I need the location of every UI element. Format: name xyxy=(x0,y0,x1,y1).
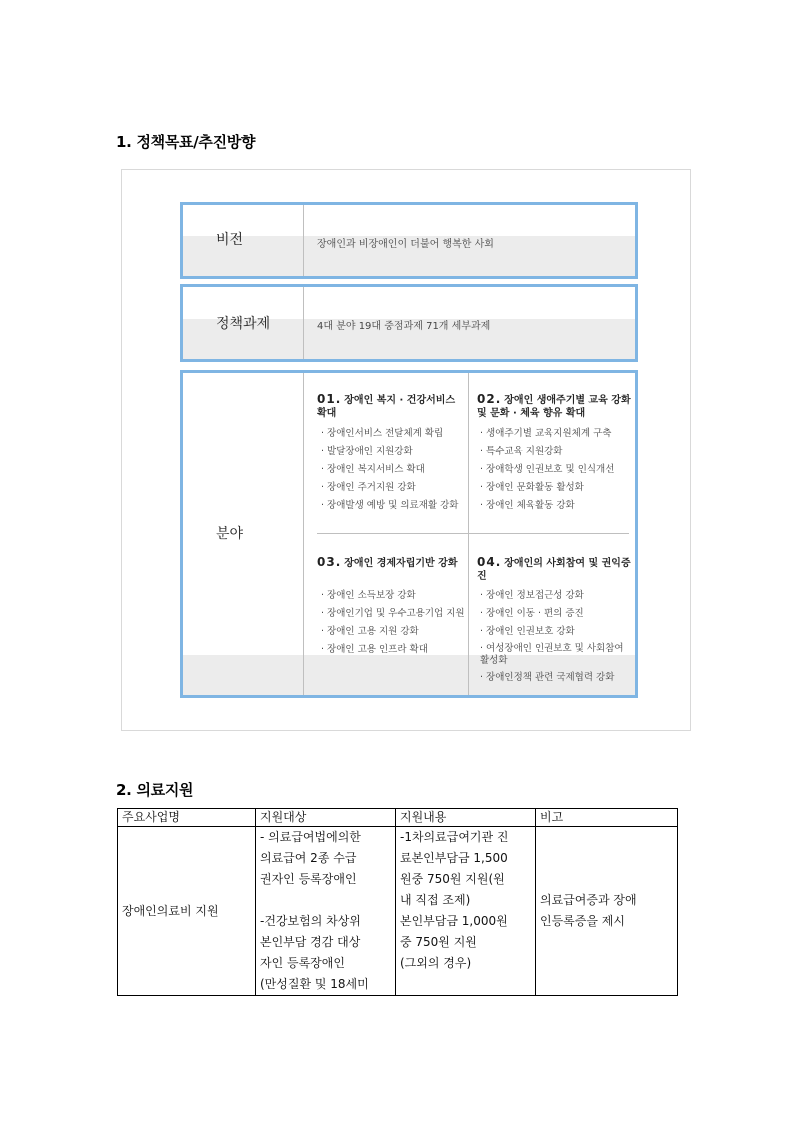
list-item: · 발달장애인 지원강화 xyxy=(321,446,413,457)
target-line: -건강보험의 차상위 xyxy=(260,914,361,928)
section-heading-policy-goals: 1. 정책목표/추진방향 xyxy=(116,133,256,151)
target-line: 자인 등록장애인 xyxy=(260,956,345,970)
list-item: · 장애인 인권보호 강화 xyxy=(480,626,575,637)
quadrant-2-list xyxy=(480,425,614,515)
cell-target xyxy=(256,827,396,996)
table-header-row xyxy=(118,809,678,827)
quadrant-3-list xyxy=(321,587,465,659)
list-item: · 장애인정책 관련 국제협력 강화 xyxy=(480,672,615,683)
content-line: 본인부담금 1,000원 xyxy=(400,914,508,928)
list-item: · 장애인 정보접근성 강화 xyxy=(480,590,584,601)
content-line: 내 직접 조제) xyxy=(400,893,471,907)
header-note: 비고 xyxy=(536,809,678,827)
list-item: · 장애인 이동 · 편의 증진 xyxy=(480,608,584,619)
list-item: · 장애인 체육활동 강화 xyxy=(480,500,575,511)
list-item: · 생애주기별 교육지원체계 구축 xyxy=(480,428,612,439)
note-line: 의료급여증과 장애 xyxy=(540,893,637,907)
section-heading-medical-support: 2. 의료지원 xyxy=(116,781,194,799)
medical-support-table xyxy=(117,808,678,996)
list-item: · 특수교육 지원강화 xyxy=(480,446,563,457)
quadrant-3-title: 03. 장애인 경제자립기반 강화 xyxy=(317,555,458,569)
list-item: · 장애인 고용 지원 강화 xyxy=(321,626,419,637)
cell-program-name: 장애인의료비 지원 xyxy=(118,827,256,996)
note-line: 인등록증을 제시 xyxy=(540,914,625,928)
list-item: · 장애인 소득보장 강화 xyxy=(321,590,416,601)
cell-note xyxy=(536,827,678,996)
vision-panel xyxy=(180,202,638,279)
list-item: · 장애인기업 및 우수고용기업 지원 xyxy=(321,608,465,619)
target-line: 의료급여 2종 수급 xyxy=(260,851,357,865)
vision-label: 비전 xyxy=(216,232,244,248)
target-line: - 의료급여법에의한 xyxy=(260,830,361,844)
table-row xyxy=(118,827,678,996)
list-item: · 장애인 복지서비스 확대 xyxy=(321,464,425,475)
quadrant-1-title: 01. 장애인 복지 · 건강서비스 확대 xyxy=(317,392,456,419)
list-item: · 장애인 주거지원 강화 xyxy=(321,482,416,493)
list-item: · 장애인 고용 인프라 확대 xyxy=(321,644,428,655)
tasks-panel xyxy=(180,284,638,362)
content-line: (그외의 경우) xyxy=(400,956,472,970)
list-item: · 장애인 문화활동 활성화 xyxy=(480,482,584,493)
header-target: 지원대상 xyxy=(256,809,396,827)
tasks-label: 정책과제 xyxy=(216,316,271,332)
list-item: · 여성장애인 인권보호 및 사회참여 활성화 xyxy=(480,643,624,666)
fields-panel xyxy=(180,370,638,698)
cell-content xyxy=(396,827,536,996)
quadrant-4-title: 04. 장애인의 사회참여 및 권익증진 xyxy=(477,555,631,582)
target-line: 본인부담 경감 대상 xyxy=(260,935,361,949)
content-line: -1차의료급여기관 진 xyxy=(400,830,509,844)
vision-text: 장애인과 비장애인이 더불어 행복한 사회 xyxy=(317,239,494,250)
content-line: 원중 750원 지원(원 xyxy=(400,872,505,886)
content-line: 중 750원 지원 xyxy=(400,935,477,949)
target-line: 권자인 등록장애인 xyxy=(260,872,357,886)
header-program-name: 주요사업명 xyxy=(118,809,256,827)
target-line: (만성질환 및 18세미 xyxy=(260,977,369,991)
fields-label: 분야 xyxy=(216,526,244,542)
tasks-text: 4대 분야 19대 중점과제 71개 세부과제 xyxy=(317,321,491,332)
quadrant-4-list xyxy=(480,587,630,687)
policy-diagram xyxy=(121,169,691,731)
content-line: 료본인부담금 1,500 xyxy=(400,851,508,865)
list-item: · 장애발생 예방 및 의료재활 강화 xyxy=(321,500,459,511)
header-content: 지원내용 xyxy=(396,809,536,827)
list-item: · 장애학생 인권보호 및 인식개선 xyxy=(480,464,615,475)
target-line xyxy=(260,890,391,911)
quadrant-1-list xyxy=(321,425,458,515)
quadrant-2-title: 02. 장애인 생애주기별 교육 강화 및 문화 · 체육 향유 확대 xyxy=(477,392,631,419)
list-item: · 장애인서비스 전달체계 확립 xyxy=(321,428,444,439)
